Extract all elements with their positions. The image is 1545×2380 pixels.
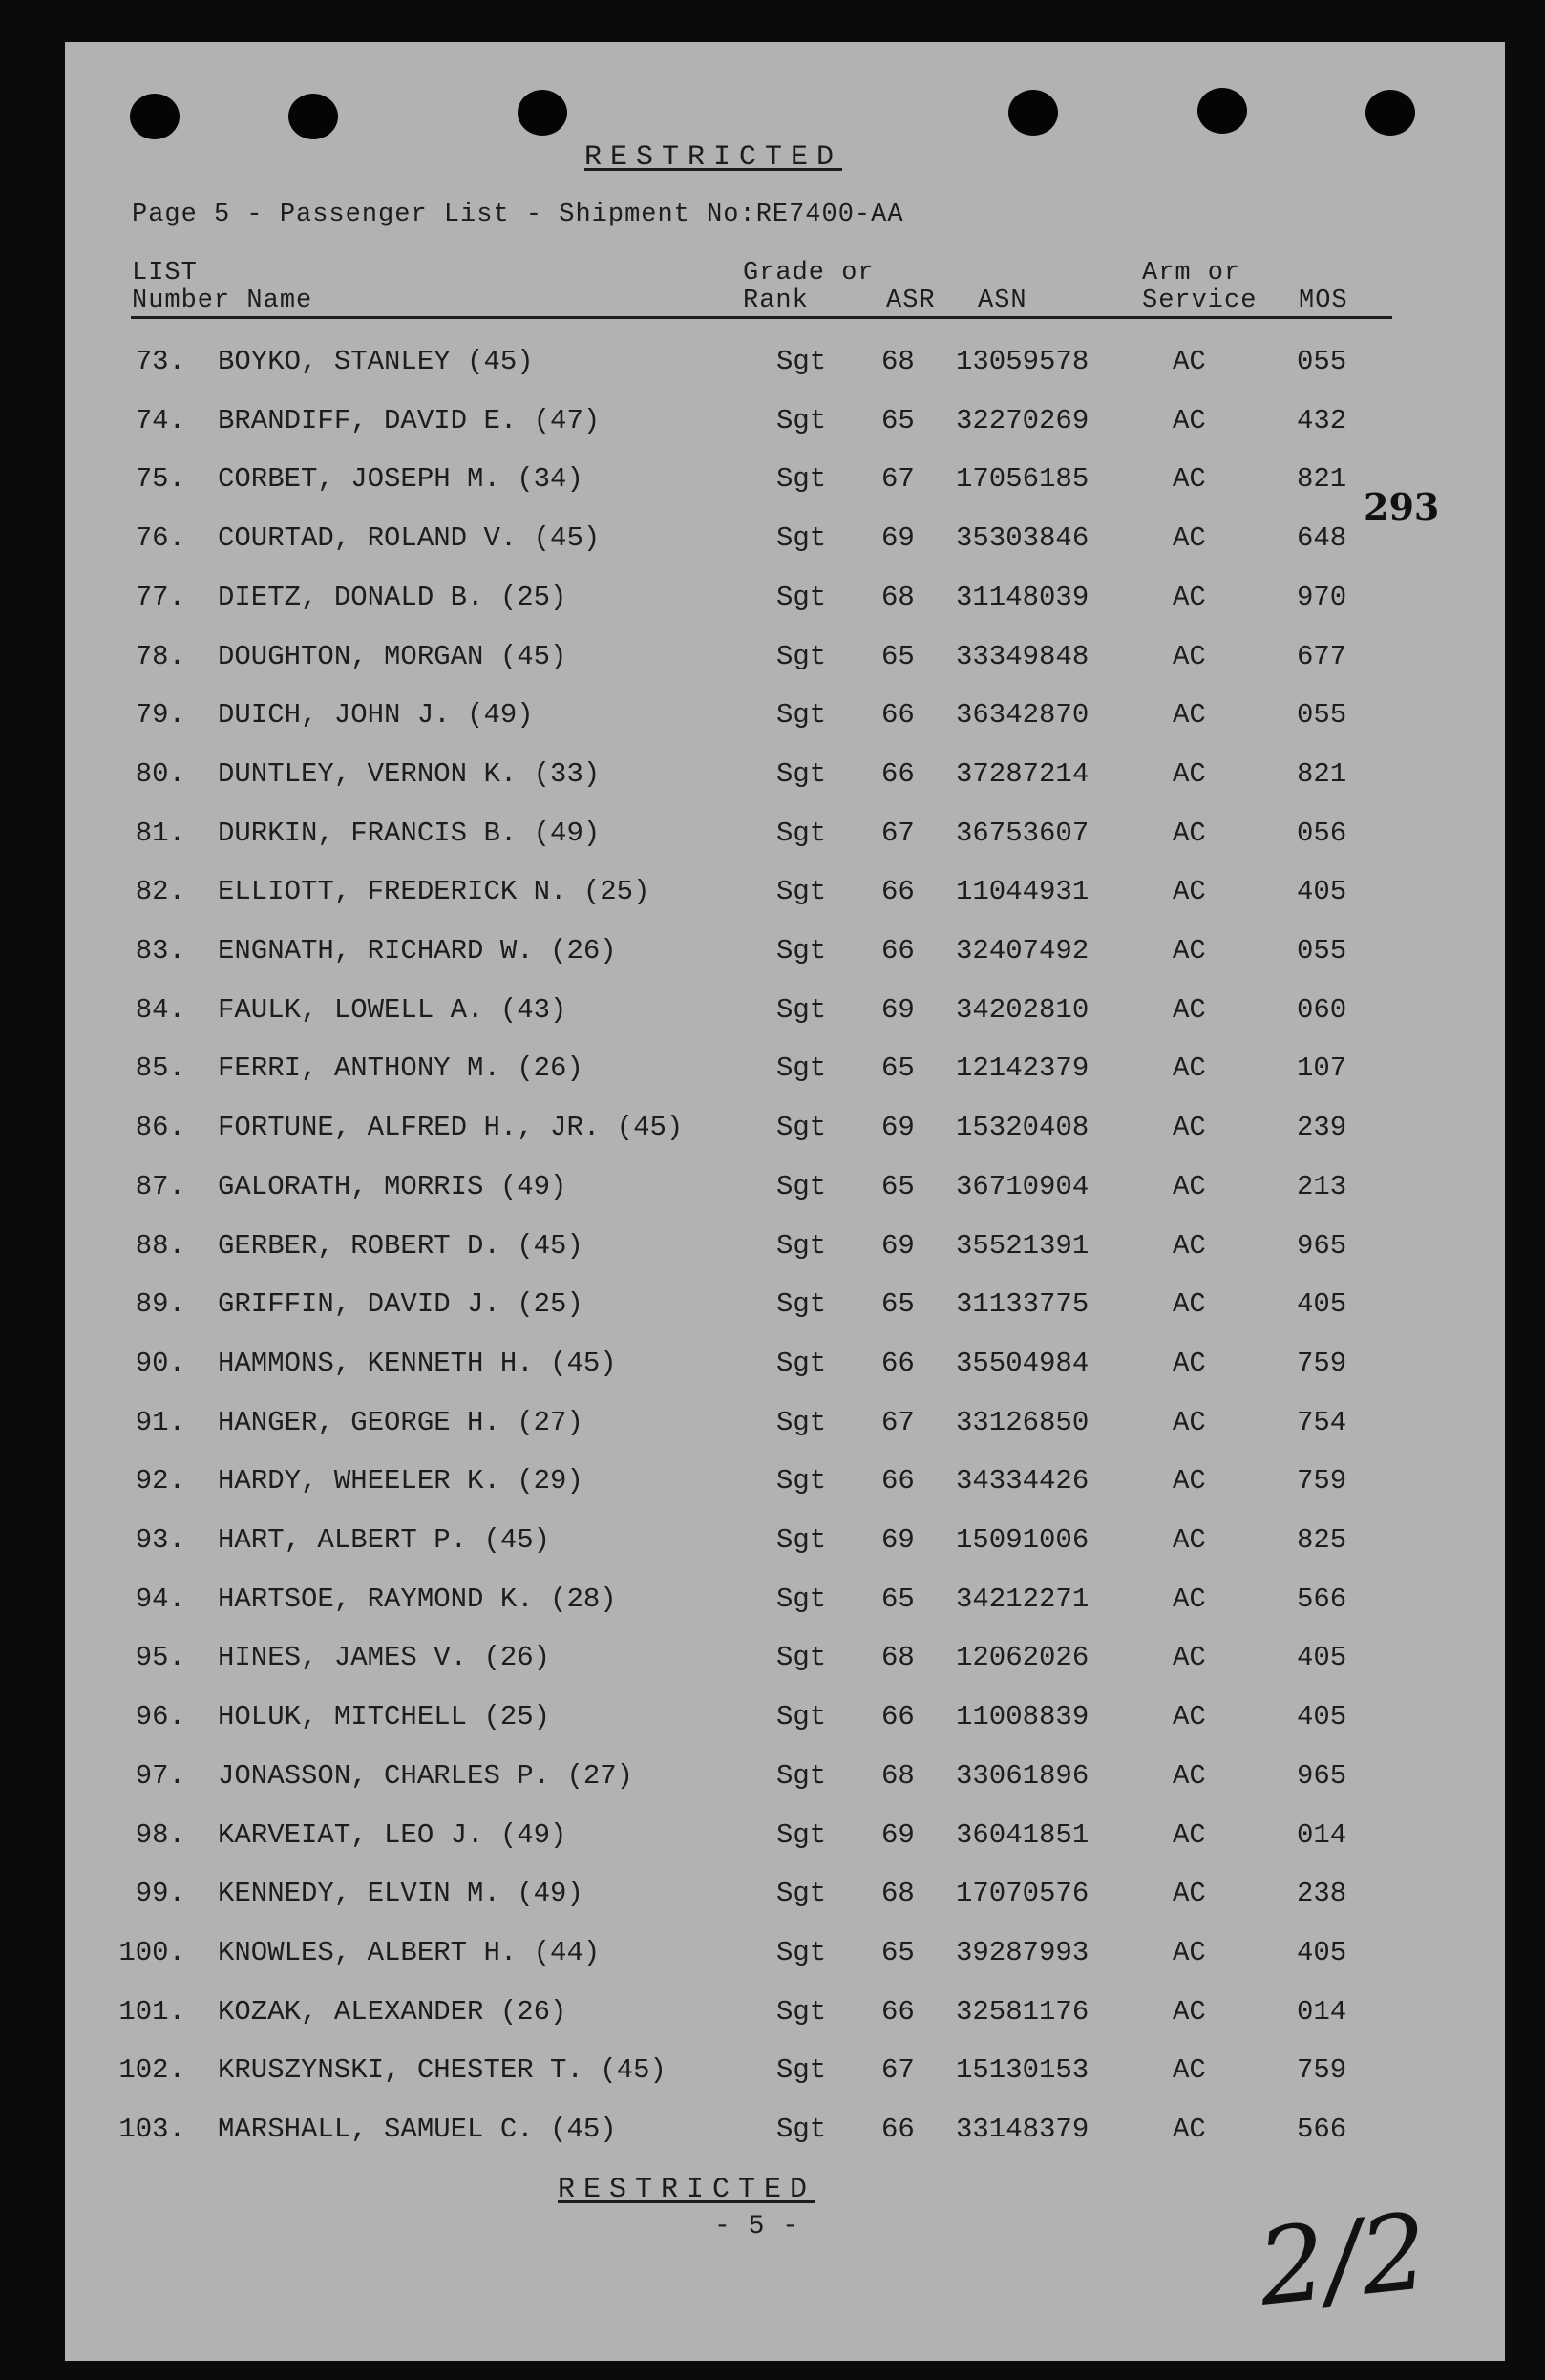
- cell-num: 79.: [135, 699, 185, 731]
- cell-grade: Sgt: [776, 1878, 827, 1909]
- cell-asn: 15091006: [956, 1524, 1090, 1556]
- cell-name: GRIFFIN, DAVID J. (25): [218, 1288, 583, 1320]
- table-row: [0, 876, 1545, 914]
- cell-name: CORBET, JOSEPH M. (34): [218, 463, 583, 495]
- cell-mos: 648: [1297, 522, 1347, 554]
- cell-name: ELLIOTT, FREDERICK N. (25): [218, 876, 650, 907]
- cell-asr: 67: [881, 463, 915, 495]
- table-row: [0, 641, 1545, 679]
- cell-asr: 67: [881, 818, 915, 849]
- handwritten-note: 2/2: [1252, 2190, 1434, 2329]
- header-rule: [131, 316, 1392, 319]
- cell-asn: 39287993: [956, 1937, 1090, 1968]
- cell-mos: 405: [1297, 1288, 1347, 1320]
- cell-asn: 34212271: [956, 1583, 1090, 1615]
- cell-arm: AC: [1173, 1701, 1206, 1732]
- cell-mos: 238: [1297, 1878, 1347, 1909]
- cell-asr: 66: [881, 758, 915, 790]
- cell-mos: 970: [1297, 582, 1347, 613]
- cell-asn: 15130153: [956, 2054, 1090, 2086]
- cell-mos: 821: [1297, 758, 1347, 790]
- cell-arm: AC: [1173, 405, 1206, 436]
- cell-grade: Sgt: [776, 582, 827, 613]
- cell-grade: Sgt: [776, 463, 827, 495]
- cell-grade: Sgt: [776, 1819, 827, 1851]
- cell-asr: 65: [881, 1052, 915, 1084]
- cell-asr: 66: [881, 1701, 915, 1732]
- cell-asr: 66: [881, 935, 915, 967]
- table-row: [0, 1052, 1545, 1091]
- cell-arm: AC: [1173, 994, 1206, 1026]
- cell-mos: 405: [1297, 1642, 1347, 1673]
- cell-mos: 965: [1297, 1230, 1347, 1262]
- punch-hole: [130, 94, 180, 139]
- cell-arm: AC: [1173, 346, 1206, 377]
- cell-mos: 060: [1297, 994, 1347, 1026]
- table-row: [0, 1996, 1545, 2034]
- cell-name: HARDY, WHEELER K. (29): [218, 1465, 583, 1497]
- cell-num: 91.: [135, 1407, 185, 1438]
- cell-asn: 33126850: [956, 1407, 1090, 1438]
- cell-num: 102.: [118, 2054, 185, 2086]
- cell-mos: 405: [1297, 1937, 1347, 1968]
- cell-name: HINES, JAMES V. (26): [218, 1642, 551, 1673]
- restricted-header: RESTRICTED: [584, 141, 843, 174]
- cell-num: 73.: [135, 346, 185, 377]
- col-header-name: Name: [246, 287, 313, 315]
- cell-arm: AC: [1173, 2114, 1206, 2145]
- col-header-asn: ASN: [978, 287, 1027, 315]
- cell-arm: AC: [1173, 758, 1206, 790]
- cell-name: KRUSZYNSKI, CHESTER T. (45): [218, 2054, 667, 2086]
- table-row: [0, 1288, 1545, 1327]
- table-row: [0, 1878, 1545, 1916]
- cell-name: KARVEIAT, LEO J. (49): [218, 1819, 567, 1851]
- punch-hole: [1365, 90, 1415, 136]
- cell-arm: AC: [1173, 1937, 1206, 1968]
- cell-arm: AC: [1173, 1112, 1206, 1143]
- cell-asn: 34202810: [956, 994, 1090, 1026]
- cell-name: HART, ALBERT P. (45): [218, 1524, 551, 1556]
- cell-asn: 35504984: [956, 1348, 1090, 1379]
- cell-grade: Sgt: [776, 1465, 827, 1497]
- cell-arm: AC: [1173, 1878, 1206, 1909]
- cell-arm: AC: [1173, 522, 1206, 554]
- cell-arm: AC: [1173, 1288, 1206, 1320]
- cell-num: 99.: [135, 1878, 185, 1909]
- cell-name: DIETZ, DONALD B. (25): [218, 582, 567, 613]
- cell-asn: 12062026: [956, 1642, 1090, 1673]
- cell-mos: 821: [1297, 463, 1347, 495]
- cell-arm: AC: [1173, 876, 1206, 907]
- cell-num: 81.: [135, 818, 185, 849]
- cell-num: 95.: [135, 1642, 185, 1673]
- cell-asn: 17070576: [956, 1878, 1090, 1909]
- cell-name: DURKIN, FRANCIS B. (49): [218, 818, 601, 849]
- cell-arm: AC: [1173, 935, 1206, 967]
- table-row: [0, 935, 1545, 973]
- cell-num: 93.: [135, 1524, 185, 1556]
- table-row: [0, 994, 1545, 1032]
- cell-mos: 055: [1297, 699, 1347, 731]
- cell-asr: 65: [881, 1937, 915, 1968]
- cell-num: 83.: [135, 935, 185, 967]
- cell-asn: 35521391: [956, 1230, 1090, 1262]
- cell-name: COURTAD, ROLAND V. (45): [218, 522, 601, 554]
- cell-arm: AC: [1173, 1524, 1206, 1556]
- cell-mos: 014: [1297, 1996, 1347, 2028]
- cell-arm: AC: [1173, 1996, 1206, 2028]
- cell-asn: 33349848: [956, 641, 1090, 672]
- cell-mos: 055: [1297, 935, 1347, 967]
- cell-asn: 11044931: [956, 876, 1090, 907]
- cell-arm: AC: [1173, 1230, 1206, 1262]
- table-row: [0, 2054, 1545, 2093]
- cell-asr: 69: [881, 522, 915, 554]
- cell-num: 80.: [135, 758, 185, 790]
- cell-asr: 69: [881, 1819, 915, 1851]
- cell-arm: AC: [1173, 582, 1206, 613]
- cell-mos: 213: [1297, 1171, 1347, 1202]
- col-header-list-line2: [132, 287, 312, 315]
- cell-grade: Sgt: [776, 1288, 827, 1320]
- cell-asr: 68: [881, 346, 915, 377]
- table-row: [0, 1642, 1545, 1680]
- cell-arm: AC: [1173, 1760, 1206, 1792]
- table-row: [0, 582, 1545, 620]
- cell-asr: 68: [881, 1878, 915, 1909]
- cell-name: ENGNATH, RICHARD W. (26): [218, 935, 617, 967]
- cell-grade: Sgt: [776, 522, 827, 554]
- cell-name: BRANDIFF, DAVID E. (47): [218, 405, 601, 436]
- table-row: [0, 463, 1545, 501]
- cell-arm: AC: [1173, 1465, 1206, 1497]
- cell-asr: 69: [881, 1112, 915, 1143]
- cell-asn: 32270269: [956, 405, 1090, 436]
- cell-num: 77.: [135, 582, 185, 613]
- punch-hole: [518, 90, 567, 136]
- cell-name: GALORATH, MORRIS (49): [218, 1171, 567, 1202]
- cell-grade: Sgt: [776, 405, 827, 436]
- table-row: [0, 1819, 1545, 1858]
- table-row: [0, 1937, 1545, 1975]
- col-header-number: Number: [132, 287, 231, 315]
- table-row: [0, 1760, 1545, 1798]
- cell-asn: 12142379: [956, 1052, 1090, 1084]
- cell-name: HANGER, GEORGE H. (27): [218, 1407, 583, 1438]
- punch-hole: [1197, 88, 1247, 134]
- cell-grade: Sgt: [776, 346, 827, 377]
- cell-asr: 65: [881, 1583, 915, 1615]
- table-row: [0, 1348, 1545, 1386]
- cell-mos: 965: [1297, 1760, 1347, 1792]
- cell-arm: AC: [1173, 1407, 1206, 1438]
- cell-mos: 754: [1297, 1407, 1347, 1438]
- page-number: - 5 -: [714, 2212, 800, 2242]
- cell-asr: 69: [881, 1524, 915, 1556]
- cell-mos: 405: [1297, 876, 1347, 907]
- cell-mos: 825: [1297, 1524, 1347, 1556]
- cell-mos: 677: [1297, 641, 1347, 672]
- cell-name: KNOWLES, ALBERT H. (44): [218, 1937, 601, 1968]
- punch-hole: [288, 94, 338, 139]
- cell-mos: 759: [1297, 1348, 1347, 1379]
- cell-num: 86.: [135, 1112, 185, 1143]
- cell-num: 100.: [118, 1937, 185, 1968]
- cell-num: 74.: [135, 405, 185, 436]
- cell-grade: Sgt: [776, 1407, 827, 1438]
- col-header-grade-line2: Rank: [743, 287, 809, 315]
- cell-num: 78.: [135, 641, 185, 672]
- cell-asr: 66: [881, 1348, 915, 1379]
- cell-grade: Sgt: [776, 1937, 827, 1968]
- cell-arm: AC: [1173, 699, 1206, 731]
- cell-asn: 36710904: [956, 1171, 1090, 1202]
- col-header-list-line1: LIST: [132, 259, 198, 287]
- col-header-arm: [1142, 260, 1257, 315]
- cell-asr: 66: [881, 699, 915, 731]
- cell-asr: 68: [881, 582, 915, 613]
- cell-mos: 566: [1297, 2114, 1347, 2145]
- cell-num: 88.: [135, 1230, 185, 1262]
- cell-name: HAMMONS, KENNETH H. (45): [218, 1348, 617, 1379]
- table-row: [0, 1465, 1545, 1503]
- cell-asn: 36041851: [956, 1819, 1090, 1851]
- cell-asn: 34334426: [956, 1465, 1090, 1497]
- cell-grade: Sgt: [776, 1996, 827, 2028]
- cell-arm: AC: [1173, 463, 1206, 495]
- cell-asr: 67: [881, 1407, 915, 1438]
- cell-asn: 17056185: [956, 463, 1090, 495]
- cell-grade: Sgt: [776, 2114, 827, 2145]
- cell-name: BOYKO, STANLEY (45): [218, 346, 534, 377]
- cell-asn: 31148039: [956, 582, 1090, 613]
- cell-asr: 65: [881, 405, 915, 436]
- cell-asr: 69: [881, 994, 915, 1026]
- cell-mos: 566: [1297, 1583, 1347, 1615]
- cell-num: 90.: [135, 1348, 185, 1379]
- punch-hole: [1008, 90, 1058, 136]
- table-row: [0, 699, 1545, 737]
- cell-asn: 31133775: [956, 1288, 1090, 1320]
- cell-asr: 66: [881, 876, 915, 907]
- cell-name: HARTSOE, RAYMOND K. (28): [218, 1583, 617, 1615]
- cell-num: 97.: [135, 1760, 185, 1792]
- table-row: [0, 1407, 1545, 1445]
- table-row: [0, 405, 1545, 443]
- col-header-asr: ASR: [886, 287, 936, 315]
- cell-mos: 014: [1297, 1819, 1347, 1851]
- cell-num: 101.: [118, 1996, 185, 2028]
- table-row: [0, 1112, 1545, 1150]
- cell-arm: AC: [1173, 2054, 1206, 2086]
- cell-asn: 13059578: [956, 346, 1090, 377]
- cell-asr: 69: [881, 1230, 915, 1262]
- cell-arm: AC: [1173, 1819, 1206, 1851]
- cell-grade: Sgt: [776, 1348, 827, 1379]
- col-header-grade-line1: Grade or: [743, 259, 875, 287]
- cell-mos: 759: [1297, 1465, 1347, 1497]
- cell-num: 87.: [135, 1171, 185, 1202]
- cell-asn: 32407492: [956, 935, 1090, 967]
- cell-num: 89.: [135, 1288, 185, 1320]
- cell-grade: Sgt: [776, 1583, 827, 1615]
- table-row: [0, 346, 1545, 384]
- col-header-grade: [743, 260, 875, 315]
- cell-arm: AC: [1173, 1171, 1206, 1202]
- cell-asn: 33148379: [956, 2114, 1090, 2145]
- cell-grade: Sgt: [776, 758, 827, 790]
- cell-name: KOZAK, ALEXANDER (26): [218, 1996, 567, 2028]
- cell-name: DUICH, JOHN J. (49): [218, 699, 534, 731]
- cell-name: DUNTLEY, VERNON K. (33): [218, 758, 601, 790]
- cell-mos: 405: [1297, 1701, 1347, 1732]
- cell-num: 96.: [135, 1701, 185, 1732]
- cell-asn: 11008839: [956, 1701, 1090, 1732]
- table-row: [0, 2114, 1545, 2152]
- cell-grade: Sgt: [776, 1171, 827, 1202]
- cell-mos: 432: [1297, 405, 1347, 436]
- cell-name: FORTUNE, ALFRED H., JR. (45): [218, 1112, 684, 1143]
- cell-num: 92.: [135, 1465, 185, 1497]
- cell-num: 75.: [135, 463, 185, 495]
- cell-grade: Sgt: [776, 1760, 827, 1792]
- cell-mos: 759: [1297, 2054, 1347, 2086]
- cell-asr: 68: [881, 1642, 915, 1673]
- col-header-mos: MOS: [1299, 287, 1348, 315]
- cell-grade: Sgt: [776, 1642, 827, 1673]
- cell-grade: Sgt: [776, 1701, 827, 1732]
- cell-num: 103.: [118, 2114, 185, 2145]
- table-row: [0, 1230, 1545, 1268]
- cell-asr: 67: [881, 2054, 915, 2086]
- col-header-arm-line2: Service: [1142, 287, 1258, 315]
- cell-num: 82.: [135, 876, 185, 907]
- col-header-arm-line1: Arm or: [1142, 259, 1241, 287]
- cell-arm: AC: [1173, 641, 1206, 672]
- cell-arm: AC: [1173, 818, 1206, 849]
- cell-grade: Sgt: [776, 699, 827, 731]
- cell-asn: 35303846: [956, 522, 1090, 554]
- cell-mos: 056: [1297, 818, 1347, 849]
- cell-name: HOLUK, MITCHELL (25): [218, 1701, 551, 1732]
- table-row: [0, 1701, 1545, 1739]
- cell-asr: 68: [881, 1760, 915, 1792]
- cell-grade: Sgt: [776, 1524, 827, 1556]
- table-row: [0, 1524, 1545, 1562]
- cell-asr: 66: [881, 1465, 915, 1497]
- cell-asn: 33061896: [956, 1760, 1090, 1792]
- stamp-number: 293: [1364, 485, 1440, 528]
- cell-asr: 66: [881, 1996, 915, 2028]
- cell-arm: AC: [1173, 1642, 1206, 1673]
- cell-arm: AC: [1173, 1348, 1206, 1379]
- cell-grade: Sgt: [776, 641, 827, 672]
- cell-asn: 32581176: [956, 1996, 1090, 2028]
- cell-arm: AC: [1173, 1583, 1206, 1615]
- cell-grade: Sgt: [776, 994, 827, 1026]
- cell-asr: 65: [881, 1171, 915, 1202]
- cell-grade: Sgt: [776, 1112, 827, 1143]
- cell-name: FERRI, ANTHONY M. (26): [218, 1052, 583, 1084]
- cell-num: 94.: [135, 1583, 185, 1615]
- cell-name: JONASSON, CHARLES P. (27): [218, 1760, 634, 1792]
- cell-grade: Sgt: [776, 1052, 827, 1084]
- cell-asn: 15320408: [956, 1112, 1090, 1143]
- cell-grade: Sgt: [776, 935, 827, 967]
- cell-asn: 36753607: [956, 818, 1090, 849]
- cell-asr: 66: [881, 2114, 915, 2145]
- page-title: Page 5 - Passenger List - Shipment No:RE7400-AA: [132, 201, 904, 229]
- cell-mos: 239: [1297, 1112, 1347, 1143]
- cell-grade: Sgt: [776, 818, 827, 849]
- cell-name: KENNEDY, ELVIN M. (49): [218, 1878, 583, 1909]
- cell-grade: Sgt: [776, 2054, 827, 2086]
- cell-grade: Sgt: [776, 1230, 827, 1262]
- cell-num: 85.: [135, 1052, 185, 1084]
- cell-num: 84.: [135, 994, 185, 1026]
- cell-name: MARSHALL, SAMUEL C. (45): [218, 2114, 617, 2145]
- cell-mos: 055: [1297, 346, 1347, 377]
- cell-mos: 107: [1297, 1052, 1347, 1084]
- cell-asn: 37287214: [956, 758, 1090, 790]
- cell-name: DOUGHTON, MORGAN (45): [218, 641, 567, 672]
- cell-grade: Sgt: [776, 876, 827, 907]
- cell-num: 76.: [135, 522, 185, 554]
- cell-num: 98.: [135, 1819, 185, 1851]
- cell-asr: 65: [881, 1288, 915, 1320]
- cell-name: FAULK, LOWELL A. (43): [218, 994, 567, 1026]
- cell-asn: 36342870: [956, 699, 1090, 731]
- cell-arm: AC: [1173, 1052, 1206, 1084]
- cell-asr: 65: [881, 641, 915, 672]
- cell-name: GERBER, ROBERT D. (45): [218, 1230, 583, 1262]
- table-row: [0, 758, 1545, 797]
- col-header-list: [132, 260, 312, 315]
- table-row: [0, 1583, 1545, 1622]
- table-row: [0, 1171, 1545, 1209]
- table-row: [0, 522, 1545, 561]
- restricted-footer: RESTRICTED: [558, 2174, 816, 2206]
- table-row: [0, 818, 1545, 856]
